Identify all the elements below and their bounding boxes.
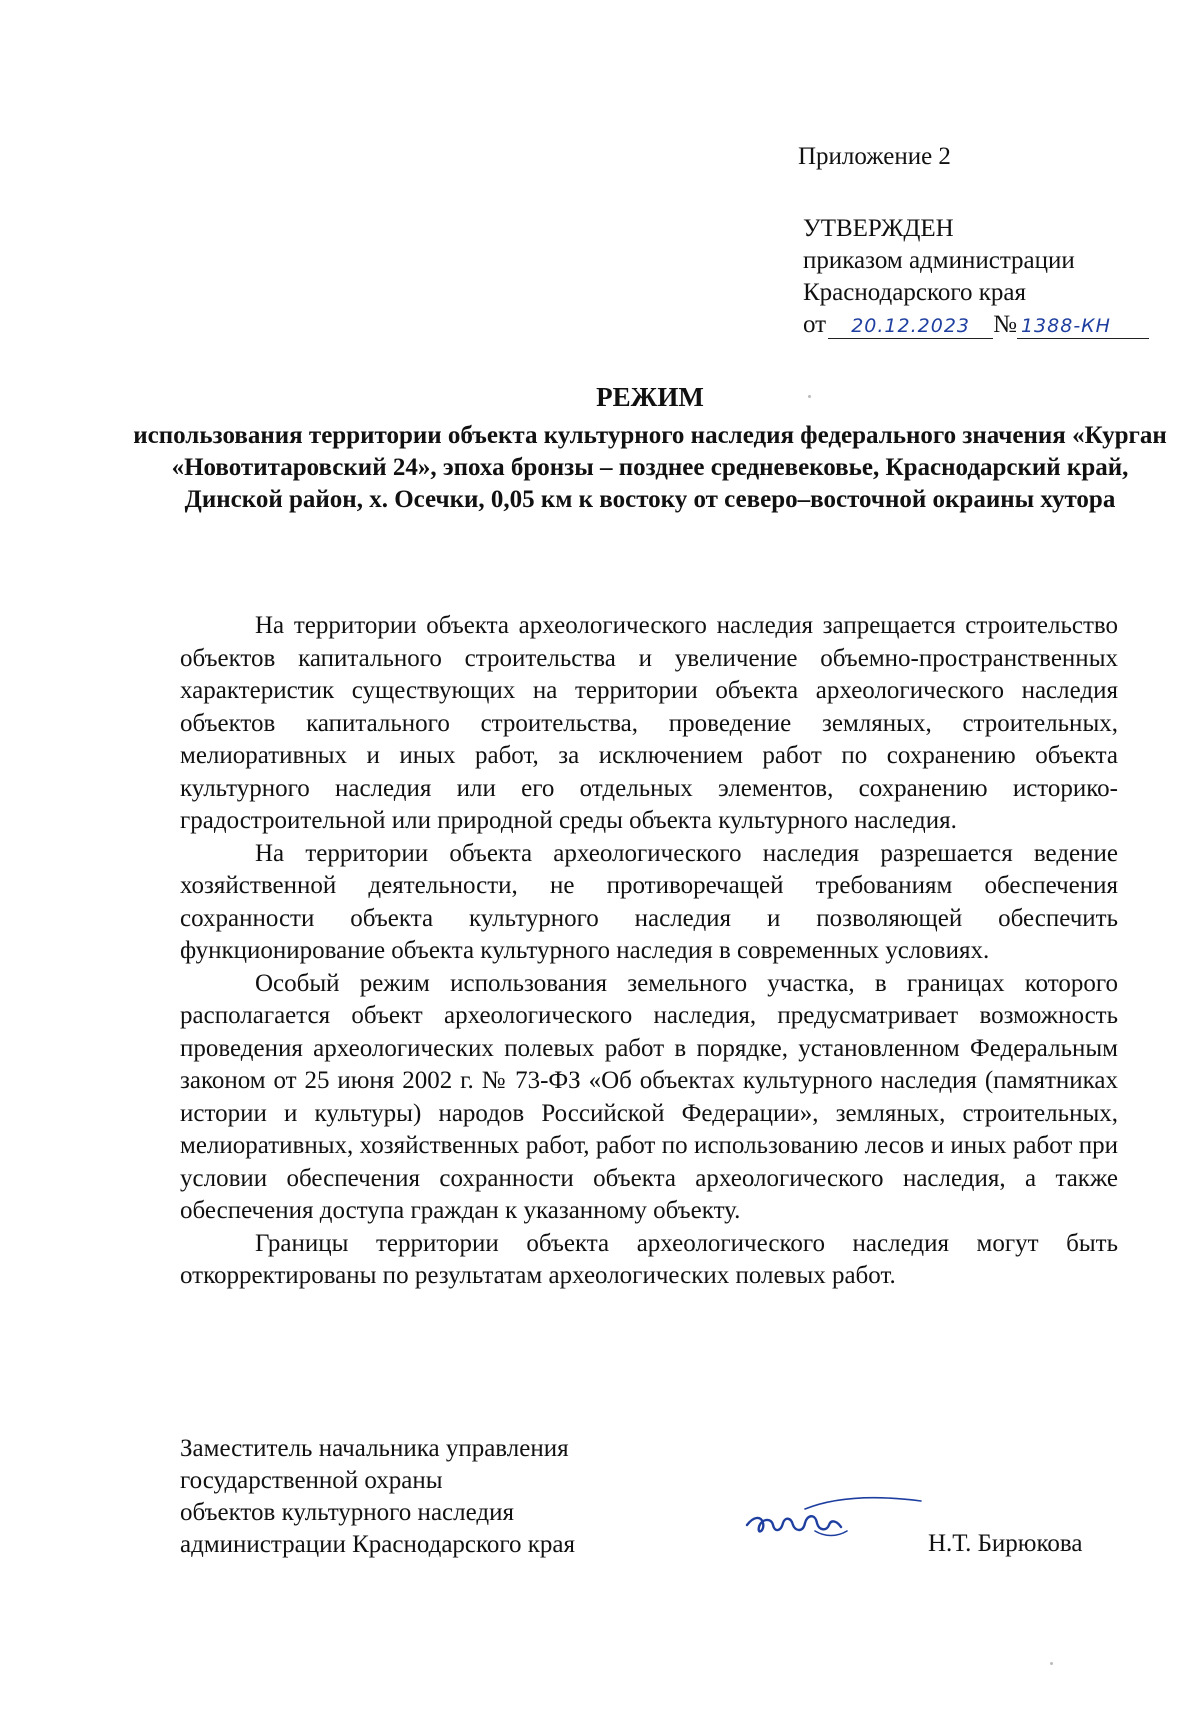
body-paragraph: Особый режим использования земельного участка, в границах которого располагается объект археологического наследия, предусматривает возможность проведения археологических полевых работ в порядке, установленном Федеральным законом от 25 июня 2002 г. № 73-ФЗ «Об объектах культурного наследия (памятниках истории и культуры) народов Российской Федерации», земляных, строительных, мелиоративных, хозяйственных работ, работ по использованию лесов и иных работ при условии обеспечения сохранности объекта археологического наследия, а также обеспечения доступа граждан к указанному объекту. bbox=[180, 969, 1118, 1224]
document-title: РЕЖИМ bbox=[596, 382, 704, 412]
date-prefix: от bbox=[803, 311, 827, 338]
body-paragraph: Границы территории объекта археологического наследия могут быть откорректированы по результатам археологических полевых работ. bbox=[180, 1229, 1118, 1289]
signer-name: Н.Т. Бирюкова bbox=[928, 1530, 1083, 1557]
approval-line-1: приказом администрации bbox=[803, 247, 1075, 274]
handwritten-signature bbox=[745, 1487, 925, 1547]
approval-status: УТВЕРЖДЕН bbox=[803, 215, 954, 242]
position-line-2: государственной охраны bbox=[180, 1467, 443, 1494]
document-body bbox=[180, 610, 1118, 1293]
scan-speck bbox=[808, 395, 811, 398]
body-paragraph: На территории объекта археологического наследия запрещается строительство объектов капитального строительства и увеличение объемно-пространственных характеристик существующих на территории объекта археологического наследия объектов капитального строительства, проведение земляных, строительных, мелиоративных и иных работ, за исключением работ по сохранению объекта культурного наследия или его отдельных элементов, сохранению историко-градостроительной или природной среды объекта культурного наследия. bbox=[180, 612, 1118, 834]
position-line-1: Заместитель начальника управления bbox=[180, 1435, 569, 1462]
document-title-block bbox=[120, 380, 1180, 516]
approval-line-2: Краснодарского края bbox=[803, 279, 1026, 306]
body-paragraph: На территории объекта археологического наследия разрешается ведение хозяйственной деятельности, не противоречащей требованиям обеспечения сохранности объекта культурного наследия и позволяющей обеспечить функционирование объекта культурного наследия в современных условиях. bbox=[180, 839, 1118, 964]
approval-date-line bbox=[803, 309, 1149, 341]
document-subtitle: использования территории объекта культурного наследия федерального значения «Курган «Новотитаровский 24», эпоха бронзы – позднее средневековье, Краснодарский край, Динской район, х. Осечки, 0,05 км к востоку от северо–восточной окраины хутора bbox=[133, 422, 1167, 513]
order-number: 1388-КН bbox=[1017, 314, 1149, 339]
position-line-4: администрации Краснодарского края bbox=[180, 1531, 576, 1558]
scan-speck bbox=[1050, 1662, 1053, 1665]
order-date: 20.12.2023 bbox=[828, 314, 993, 339]
number-prefix: № bbox=[993, 311, 1017, 338]
approval-block bbox=[803, 213, 1149, 341]
position-line-3: объектов культурного наследия bbox=[180, 1499, 514, 1526]
appendix-label: Приложение 2 bbox=[798, 143, 951, 170]
signatory-position bbox=[180, 1433, 575, 1561]
